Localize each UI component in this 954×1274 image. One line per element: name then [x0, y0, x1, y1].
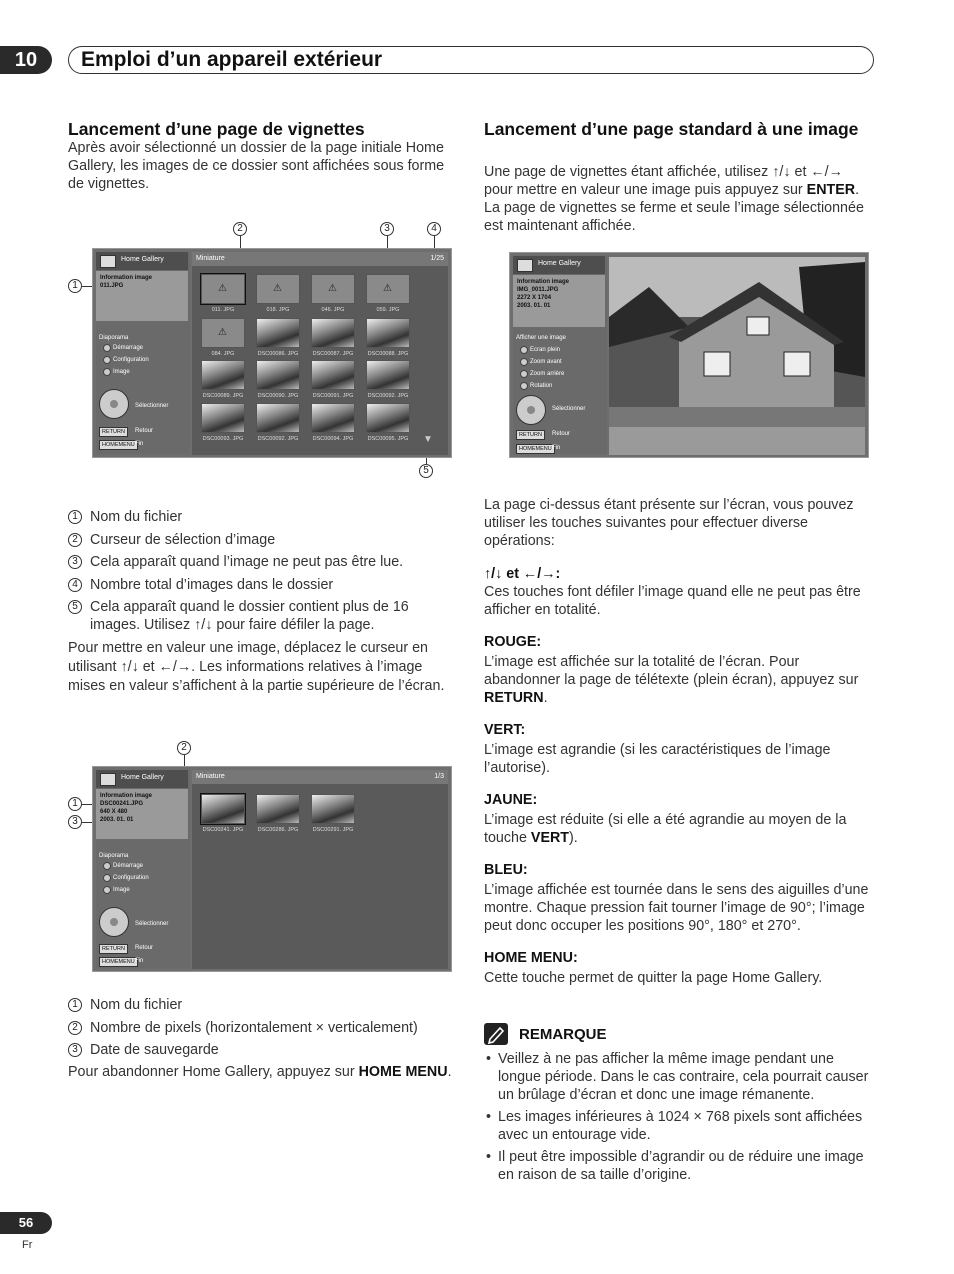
screen-app-title: Home Gallery	[121, 774, 164, 781]
highlight-instructions: Pour mettre en valeur une image, déplacez le curseur en utilisant ↑/↓ et ←/→. Les informations relatives à l’image mises en valeur s’affichent à la partie supérieure de l’écran.	[68, 640, 445, 694]
notes-list	[484, 1050, 872, 1188]
single-image-intro: Une page de vignettes étant affichée, utilisez ↑/↓ et ←/→ pour mettre en valeur une image puis appuyez sur ENTER. La page de vignettes se ferme et seule l’image sélectionnée est maintenant affichée.	[484, 164, 864, 234]
thumbnail-caption: DSC00095. JPG	[367, 436, 409, 442]
thumbnail	[256, 274, 300, 304]
thumbnail	[256, 360, 300, 390]
end-label: Fin	[135, 958, 144, 964]
dpad-icon	[516, 395, 546, 425]
return-label: Retour	[135, 428, 154, 434]
callout-1: 1	[68, 797, 82, 811]
menu-item-start: Démarrage	[113, 863, 144, 869]
thumbnail	[311, 274, 355, 304]
thumbnail-caption: 059. JPG	[376, 307, 400, 313]
key-title-home-menu: HOME MENU:	[484, 950, 578, 966]
red-dot-icon	[520, 346, 528, 354]
yellow-dot-icon	[103, 886, 111, 894]
dpad-icon	[99, 907, 129, 937]
green-dot-icon	[103, 356, 111, 364]
callout-2: 2	[177, 741, 191, 755]
key-text-red: L’image est affichée sur la totalité de l’écran. Pour abandonner la page de télétexte (plein écran), appuyez sur RETURN.	[484, 654, 859, 706]
thumbnail-info-screen	[92, 766, 452, 972]
image-info-panel: Information image DSC00241.JPG 640 X 480 2003. 01. 01	[96, 789, 188, 839]
image-count: 1/25	[430, 255, 444, 262]
thumbnail-caption: DSC00088. JPG	[367, 351, 409, 357]
page-number: 56	[0, 1212, 52, 1234]
key-title-green: VERT:	[484, 722, 526, 738]
thumbnail	[366, 360, 410, 390]
menu-item-config: Configuration	[113, 357, 149, 363]
return-button: RETURN	[99, 944, 128, 954]
thumbnail	[256, 403, 300, 433]
yellow-dot-icon	[103, 368, 111, 376]
thumbnail-page-screen	[92, 248, 452, 458]
thumbnail-caption: DSC00091. JPG	[312, 393, 354, 399]
language-code: Fr	[22, 1239, 33, 1251]
thumbnail-caption: DSC00094. JPG	[312, 436, 354, 442]
thumbnail-caption: DSC00092. JPG	[257, 436, 299, 442]
note-title: REMARQUE	[519, 1026, 607, 1043]
thumbnail-caption: DSC00086. JPG	[257, 351, 299, 357]
callout-3: 3	[380, 222, 394, 236]
thumbnail	[366, 318, 410, 348]
thumbnail-caption: DSC00089. JPG	[202, 393, 244, 399]
return-label: Retour	[552, 431, 571, 437]
thumbnail-caption: DSC00286. JPG	[257, 827, 299, 833]
note-pencil-icon	[484, 1023, 508, 1045]
thumbnail-caption: DSC00093. JPG	[202, 436, 244, 442]
thumbnail	[201, 274, 245, 304]
tab-miniature: Miniature	[196, 773, 225, 780]
red-dot-icon	[103, 344, 111, 352]
home-gallery-logo-icon	[100, 255, 116, 268]
yellow-dot-icon	[520, 370, 528, 378]
menu-item-image: Image	[113, 369, 130, 375]
callout-3: 3	[68, 815, 82, 829]
home-gallery-logo-icon	[517, 259, 533, 272]
return-button: RETURN	[516, 430, 545, 440]
single-image-screen	[509, 252, 869, 458]
key-text-home-menu: Cette touche permet de quitter la page Home Gallery.	[484, 970, 823, 986]
end-label: Fin	[552, 445, 561, 451]
note-item: • Veillez à ne pas afficher la même image pendant une longue période. Dans le cas contraire, cela pourrait causer un brûlage d’écran et donc une image rémanente.	[484, 1050, 872, 1104]
select-label: Sélectionner	[135, 403, 169, 409]
chapter-title: Emploi d’un appareil extérieur	[68, 46, 874, 74]
menu-title: Diaporama	[99, 853, 129, 859]
menu-title: Diaporama	[99, 335, 129, 341]
thumbnail	[366, 403, 410, 433]
thumbnail	[311, 794, 355, 824]
thumbnail-grid	[192, 770, 448, 969]
operations-intro: La page ci-dessus étant présente sur l’écran, vous pouvez utiliser les touches suivantes pour effectuer diverse opérations:	[484, 497, 854, 549]
house-photo	[609, 257, 865, 455]
menu-item-rotation: Rotation	[530, 383, 553, 389]
legend-thumbnails	[68, 508, 454, 639]
dpad-icon	[99, 389, 129, 419]
key-text-green: L’image est agrandie (si les caractéristiques de l’image l’autorise).	[484, 742, 831, 776]
blue-dot-icon	[520, 382, 528, 390]
key-text-arrows: Ces touches font défiler l’image quand elle ne peut pas être afficher en totalité.	[484, 584, 861, 618]
return-button: RETURN	[99, 427, 128, 437]
legend-item: 2 Curseur de sélection d’image	[68, 531, 454, 549]
thumbnail	[311, 360, 355, 390]
image-info-panel: Information image 011.JPG	[96, 271, 188, 321]
key-title-blue: BLEU:	[484, 862, 528, 878]
thumbnail-caption: DSC00090. JPG	[257, 393, 299, 399]
callout-2: 2	[233, 222, 247, 236]
legend-item: 3 Cela apparaît quand l’image ne peut pas être lue.	[68, 553, 454, 571]
menu-title: Afficher une image	[516, 335, 566, 341]
callout-5: 5	[419, 464, 433, 478]
legend-item: 4 Nombre total d’images dans le dossier	[68, 576, 454, 594]
thumbnail	[311, 318, 355, 348]
home-gallery-logo-icon	[100, 773, 116, 786]
callout-4: 4	[427, 222, 441, 236]
home-menu-button: HOMEMENU	[516, 444, 555, 454]
menu-item-zoom-in: Zoom avant	[530, 359, 562, 365]
thumbnail	[366, 274, 410, 304]
red-dot-icon	[103, 862, 111, 870]
screen-app-title: Home Gallery	[121, 256, 164, 263]
menu-item-start: Démarrage	[113, 345, 144, 351]
return-label: Retour	[135, 945, 154, 951]
select-label: Sélectionner	[135, 921, 169, 927]
image-count: 1/3	[434, 773, 444, 780]
legend-info	[68, 996, 458, 1064]
note-item: • Les images inférieures à 1024 × 768 pixels sont affichées avec un entourage vide.	[484, 1108, 872, 1144]
thumbnail-caption: 011. JPG	[211, 307, 235, 313]
thumbnail-caption: 018. JPG	[266, 307, 290, 313]
thumbnail-caption: DSC00087. JPG	[312, 351, 354, 357]
thumbnail	[201, 794, 245, 824]
thumbnail	[311, 403, 355, 433]
home-menu-button: HOMEMENU	[99, 440, 138, 450]
thumbnail-caption: 046. JPG	[321, 307, 345, 313]
key-descriptions	[484, 565, 874, 987]
legend-item: 2 Nombre de pixels (horizontalement × verticalement)	[68, 1019, 458, 1037]
thumbnail-caption: DSC00092. JPG	[367, 393, 409, 399]
green-dot-icon	[520, 358, 528, 366]
legend-item: 1 Nom du fichier	[68, 508, 454, 526]
thumbnail-caption: DSC00291. JPG	[312, 827, 354, 833]
key-title-red: ROUGE:	[484, 634, 542, 650]
key-text-yellow: L’image est réduite (si elle a été agrandie au moyen de la touche VERT).	[484, 812, 847, 846]
end-label: Fin	[135, 441, 144, 447]
callout-1: 1	[68, 279, 82, 293]
menu-item-config: Configuration	[113, 875, 149, 881]
legend-item: 5 Cela apparaît quand le dossier contient plus de 16 images. Utilisez ↑/↓ pour faire défiler la page.	[68, 598, 454, 634]
menu-item-zoom-out: Zoom arrière	[530, 371, 565, 377]
select-label: Sélectionner	[552, 406, 586, 412]
key-title-arrows: ↑/↓ et ←/→:	[484, 566, 561, 582]
home-menu-button: HOMEMENU	[99, 957, 138, 967]
thumbnails-intro: Après avoir sélectionné un dossier de la page initiale Home Gallery, les images de ce dossier sont affichées sous forme de vignettes.	[68, 140, 445, 192]
exit-instructions: Pour abandonner Home Gallery, appuyez sur HOME MENU.	[68, 1064, 452, 1080]
legend-item: 1 Nom du fichier	[68, 996, 458, 1014]
note-item: • Il peut être impossible d’agrandir ou de réduire une image en raison de sa taille d’origine.	[484, 1148, 872, 1184]
thumbnail	[201, 360, 245, 390]
section-title-single-image: Lancement d’une page standard à une image	[484, 119, 859, 139]
green-dot-icon	[103, 874, 111, 882]
thumbnail	[256, 318, 300, 348]
image-info-panel: Information image IMG_0011.JPG 2272 X 1704 2003. 01. 01	[513, 275, 605, 327]
thumbnail	[256, 794, 300, 824]
thumbnail	[201, 403, 245, 433]
screen-app-title: Home Gallery	[538, 260, 581, 267]
tab-miniature: Miniature	[196, 255, 225, 262]
thumbnail-caption: 084. JPG	[211, 351, 235, 357]
thumbnail-grid	[192, 252, 448, 455]
chapter-number: 10	[0, 46, 52, 74]
section-title-thumbnails: Lancement d’une page de vignettes	[68, 119, 365, 139]
key-title-yellow: JAUNE:	[484, 792, 538, 808]
thumbnail-caption: DSC00241. JPG	[202, 827, 244, 833]
key-text-blue: L’image affichée est tournée dans le sens des aiguilles d’une montre. Chaque pression fait tourner l’image de 90°; l’image peut donc occuper les positions 90°, 180° et 270°.	[484, 882, 869, 934]
menu-item-fullscreen: Ecran plein	[530, 347, 561, 353]
legend-item: 3 Date de sauvegarde	[68, 1041, 458, 1059]
scroll-down-icon: ▼	[423, 434, 433, 445]
menu-item-image: Image	[113, 887, 130, 893]
thumbnail	[201, 318, 245, 348]
